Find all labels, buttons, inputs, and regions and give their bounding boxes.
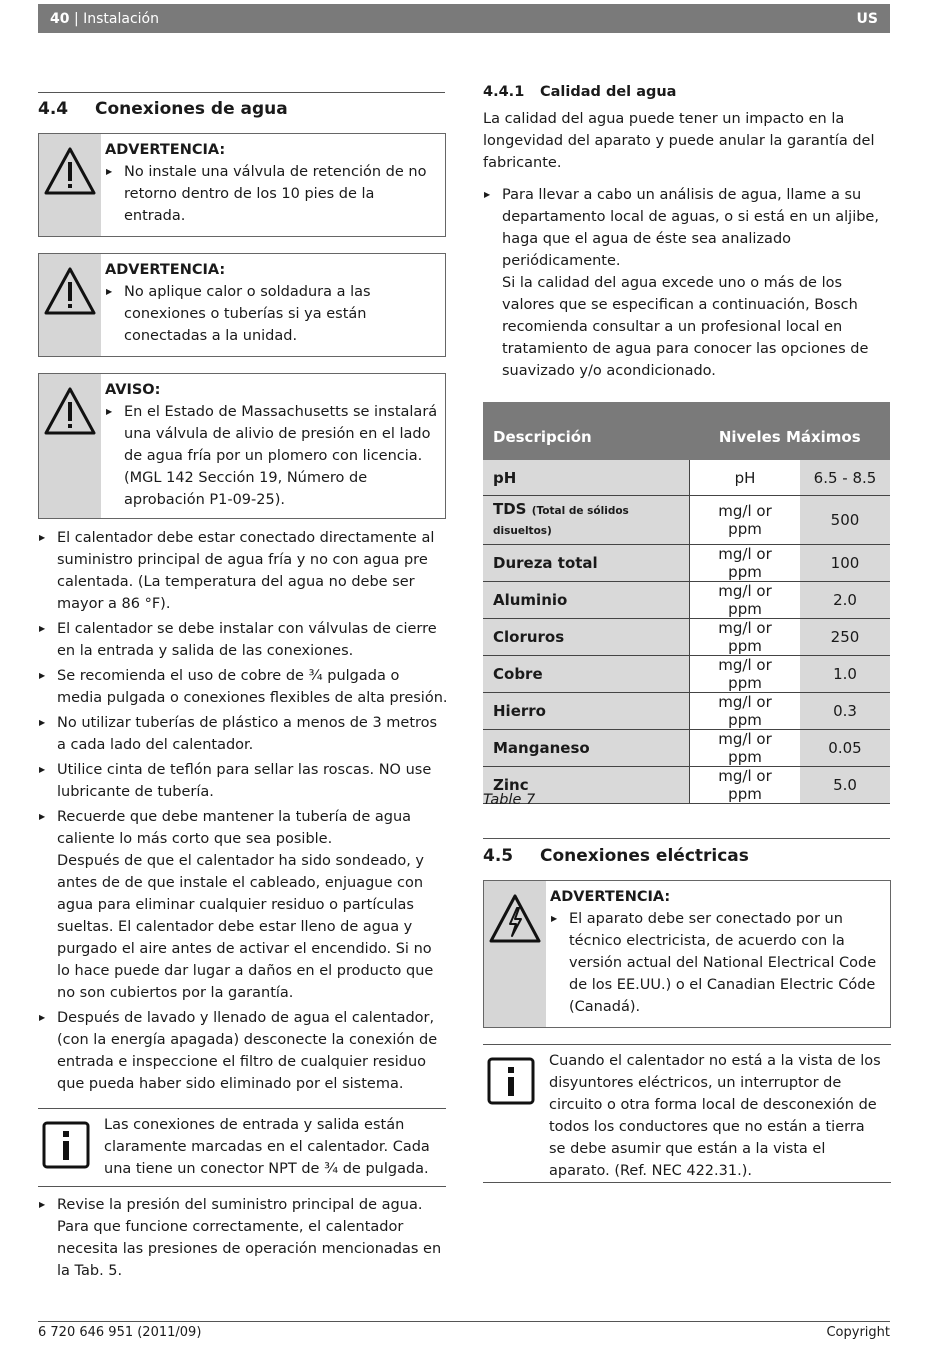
warning-label: ADVERTENCIA: (550, 889, 671, 905)
electrical-hazard-icon (488, 893, 542, 945)
info-icon (487, 1057, 535, 1105)
warning-box-check-valve (38, 133, 446, 237)
row-name: Zinc (483, 767, 690, 804)
pressure-bullet (38, 1194, 448, 1285)
list-item: ▶ Recuerde que debe mantener la tubería de agua caliente lo más corto que sea posible. (38, 806, 448, 850)
list-item: ▶ El calentador debe estar conectado directamente al suministro principal de agua fría y no con agua pre calentada. (La temperatura del agua no debe ser mayor a 86 °F). (38, 527, 448, 615)
row-name: Cloruros (483, 619, 690, 656)
section-rule (483, 838, 890, 839)
copyright: Copyright (826, 1325, 890, 1340)
info-box-disconnect (483, 1044, 891, 1183)
notice-box-massachusetts (38, 373, 446, 519)
row-value: 6.5 - 8.5 (800, 460, 890, 496)
row-value: 500 (800, 496, 890, 545)
info-text: Las conexiones de entrada y salida están claramente marcadas en el calentador. Cada una tiene un conector NPT de ¾ de pulgada. (104, 1117, 430, 1177)
table-header-row (483, 402, 890, 460)
notice-text: ▶ En el Estado de Massachusetts se instalará una válvula de alivio de presión en el lado de agua fría por un plomero con licencia. (MGL 142 Sección 19, Número de aprobación P1-09-25). (105, 401, 439, 511)
info-text: Cuando el calentador no está a la vista de los disyuntores eléctricos, un interruptor de circuito o otra forma local de desconexión de todos los conductores que no están a tierra se debe asumir que están a la vista el aparato. (Ref. NEC 422.31.). (549, 1053, 881, 1179)
installation-bullet-list (38, 527, 448, 1098)
row-unit: mg/l or ppm (690, 582, 801, 619)
header-section: Instalación (83, 10, 159, 27)
warning-label: ADVERTENCIA: (105, 262, 226, 278)
warning-box-electrical (483, 880, 891, 1028)
list-item-continuation: Después de que el calentador ha sido sondeado, y antes de de que instale el cableado, enjuague con agua para eliminar cualquier residuo o partículas sueltas. El calentador debe estar lleno de agua y purgado el aire antes de activar el encendido. Si no lo hace puede dar lugar a daños en el producto que no son cubiertos por la garantía. (57, 853, 434, 1001)
row-unit: mg/l or ppm (690, 693, 801, 730)
row-unit: mg/l or ppm (690, 767, 801, 804)
row-unit: mg/l or ppm (690, 619, 801, 656)
warning-triangle-icon (43, 266, 97, 316)
row-name: pH (483, 460, 690, 496)
list-item-continuation: Si la calidad del agua excede uno o más de los valores que se especifican a continuación, Bosch recomienda consultar a un profesional local en tratamiento de agua para conocer las opciones de suavizado y/o acondicionado. (502, 275, 869, 379)
column-header: Niveles Máximos (690, 402, 891, 460)
list-item: ▶ Revise la presión del suministro principal de agua. Para que funcione correctamente, el calentador necesita las presiones de operación mencionadas en la Tab. 5. (38, 1194, 448, 1282)
row-unit: pH (690, 460, 801, 496)
table-row (483, 767, 890, 804)
row-name: Hierro (483, 693, 690, 730)
row-name: Dureza total (483, 545, 690, 582)
warning-text: ▶ El aparato debe ser conectado por un técnico electricista, de acuerdo con la versión actual del National Electrical Code de los EE.UU.) o el Canadian Electric Códe (Canadá). (550, 908, 884, 1018)
footer-rule (38, 1321, 890, 1322)
water-quality-intro: La calidad del agua puede tener un impacto en la longevidad del aparato y puede anular la garantía del fabricante. (483, 111, 875, 171)
section-rule (38, 92, 445, 93)
row-value: 0.3 (800, 693, 890, 730)
list-item: ▶ Se recomienda el uso de cobre de ¾ pulgada o media pulgada o conexiones flexibles de alta presión. (38, 665, 448, 709)
table-row (483, 460, 890, 496)
header-region: US (856, 10, 878, 27)
info-icon (42, 1121, 90, 1169)
section-title-4-5: 4.5 Conexiones eléctricas (483, 846, 749, 866)
warning-triangle-icon (43, 146, 97, 196)
list-item: ▶ No utilizar tuberías de plástico a menos de 3 metros a cada lado del calentador. (38, 712, 448, 756)
warning-label: ADVERTENCIA: (105, 142, 226, 158)
table-row (483, 582, 890, 619)
row-unit: mg/l or ppm (690, 545, 801, 582)
warning-triangle-icon (43, 386, 97, 436)
list-item: ▶ Para llevar a cabo un análisis de agua, llame a su departamento local de aguas, o si está en un aljibe, haga que el agua de éste sea analizado periódicamente. (483, 184, 893, 272)
row-name: Manganeso (483, 730, 690, 767)
row-unit: mg/l or ppm (690, 496, 801, 545)
row-unit: mg/l or ppm (690, 730, 801, 767)
warning-text: ▶ No aplique calor o soldadura a las conexiones o tuberías si ya están conectadas a la unidad. (105, 281, 439, 347)
subsection-title-4-4-1: 4.4.1 Calidad del agua (483, 84, 677, 100)
table-caption: Table 7 (483, 792, 536, 808)
header-left: 40 | Instalación (50, 10, 159, 27)
column-header: Descripción (483, 402, 690, 460)
row-name: Cobre (483, 656, 690, 693)
row-value: 250 (800, 619, 890, 656)
list-item: ▶ El calentador se debe instalar con válvulas de cierre en la entrada y salida de las conexiones. (38, 618, 448, 662)
table-row (483, 730, 890, 767)
table-row (483, 619, 890, 656)
row-value: 1.0 (800, 656, 890, 693)
section-title-4-4: 4.4 Conexiones de agua (38, 99, 288, 119)
row-name: TDS (Total de sólidos disueltos) (483, 496, 690, 545)
row-value: 5.0 (800, 767, 890, 804)
table-row (483, 656, 890, 693)
row-name: Aluminio (483, 582, 690, 619)
doc-number: 6 720 646 951 (2011/09) (38, 1325, 202, 1340)
row-value: 2.0 (800, 582, 890, 619)
row-value: 100 (800, 545, 890, 582)
table-row (483, 545, 890, 582)
row-value: 0.05 (800, 730, 890, 767)
list-item: ▶ Después de lavado y llenado de agua el calentador, (con la energía apagada) desconecte la conexión de entrada e inspeccione el filtro de cualquier residuo que pueda haber sido eliminado por el sistema. (38, 1007, 448, 1095)
warning-box-heat (38, 253, 446, 357)
row-name-note: (Total de sólidos disueltos) (493, 505, 629, 537)
table-row (483, 693, 890, 730)
list-item: ▶ Utilice cinta de teflón para sellar las roscas. NO use lubricante de tubería. (38, 759, 448, 803)
table-row (483, 496, 890, 545)
page-header (38, 4, 890, 33)
warning-text: ▶ No instale una válvula de retención de no retorno dentro de los 10 pies de la entrada. (105, 161, 439, 227)
row-unit: mg/l or ppm (690, 656, 801, 693)
water-quality-table (483, 402, 890, 804)
notice-label: AVISO: (105, 382, 161, 398)
page-number: 40 (50, 10, 70, 27)
info-box-connections (38, 1108, 446, 1187)
water-analysis-bullet (483, 184, 893, 382)
